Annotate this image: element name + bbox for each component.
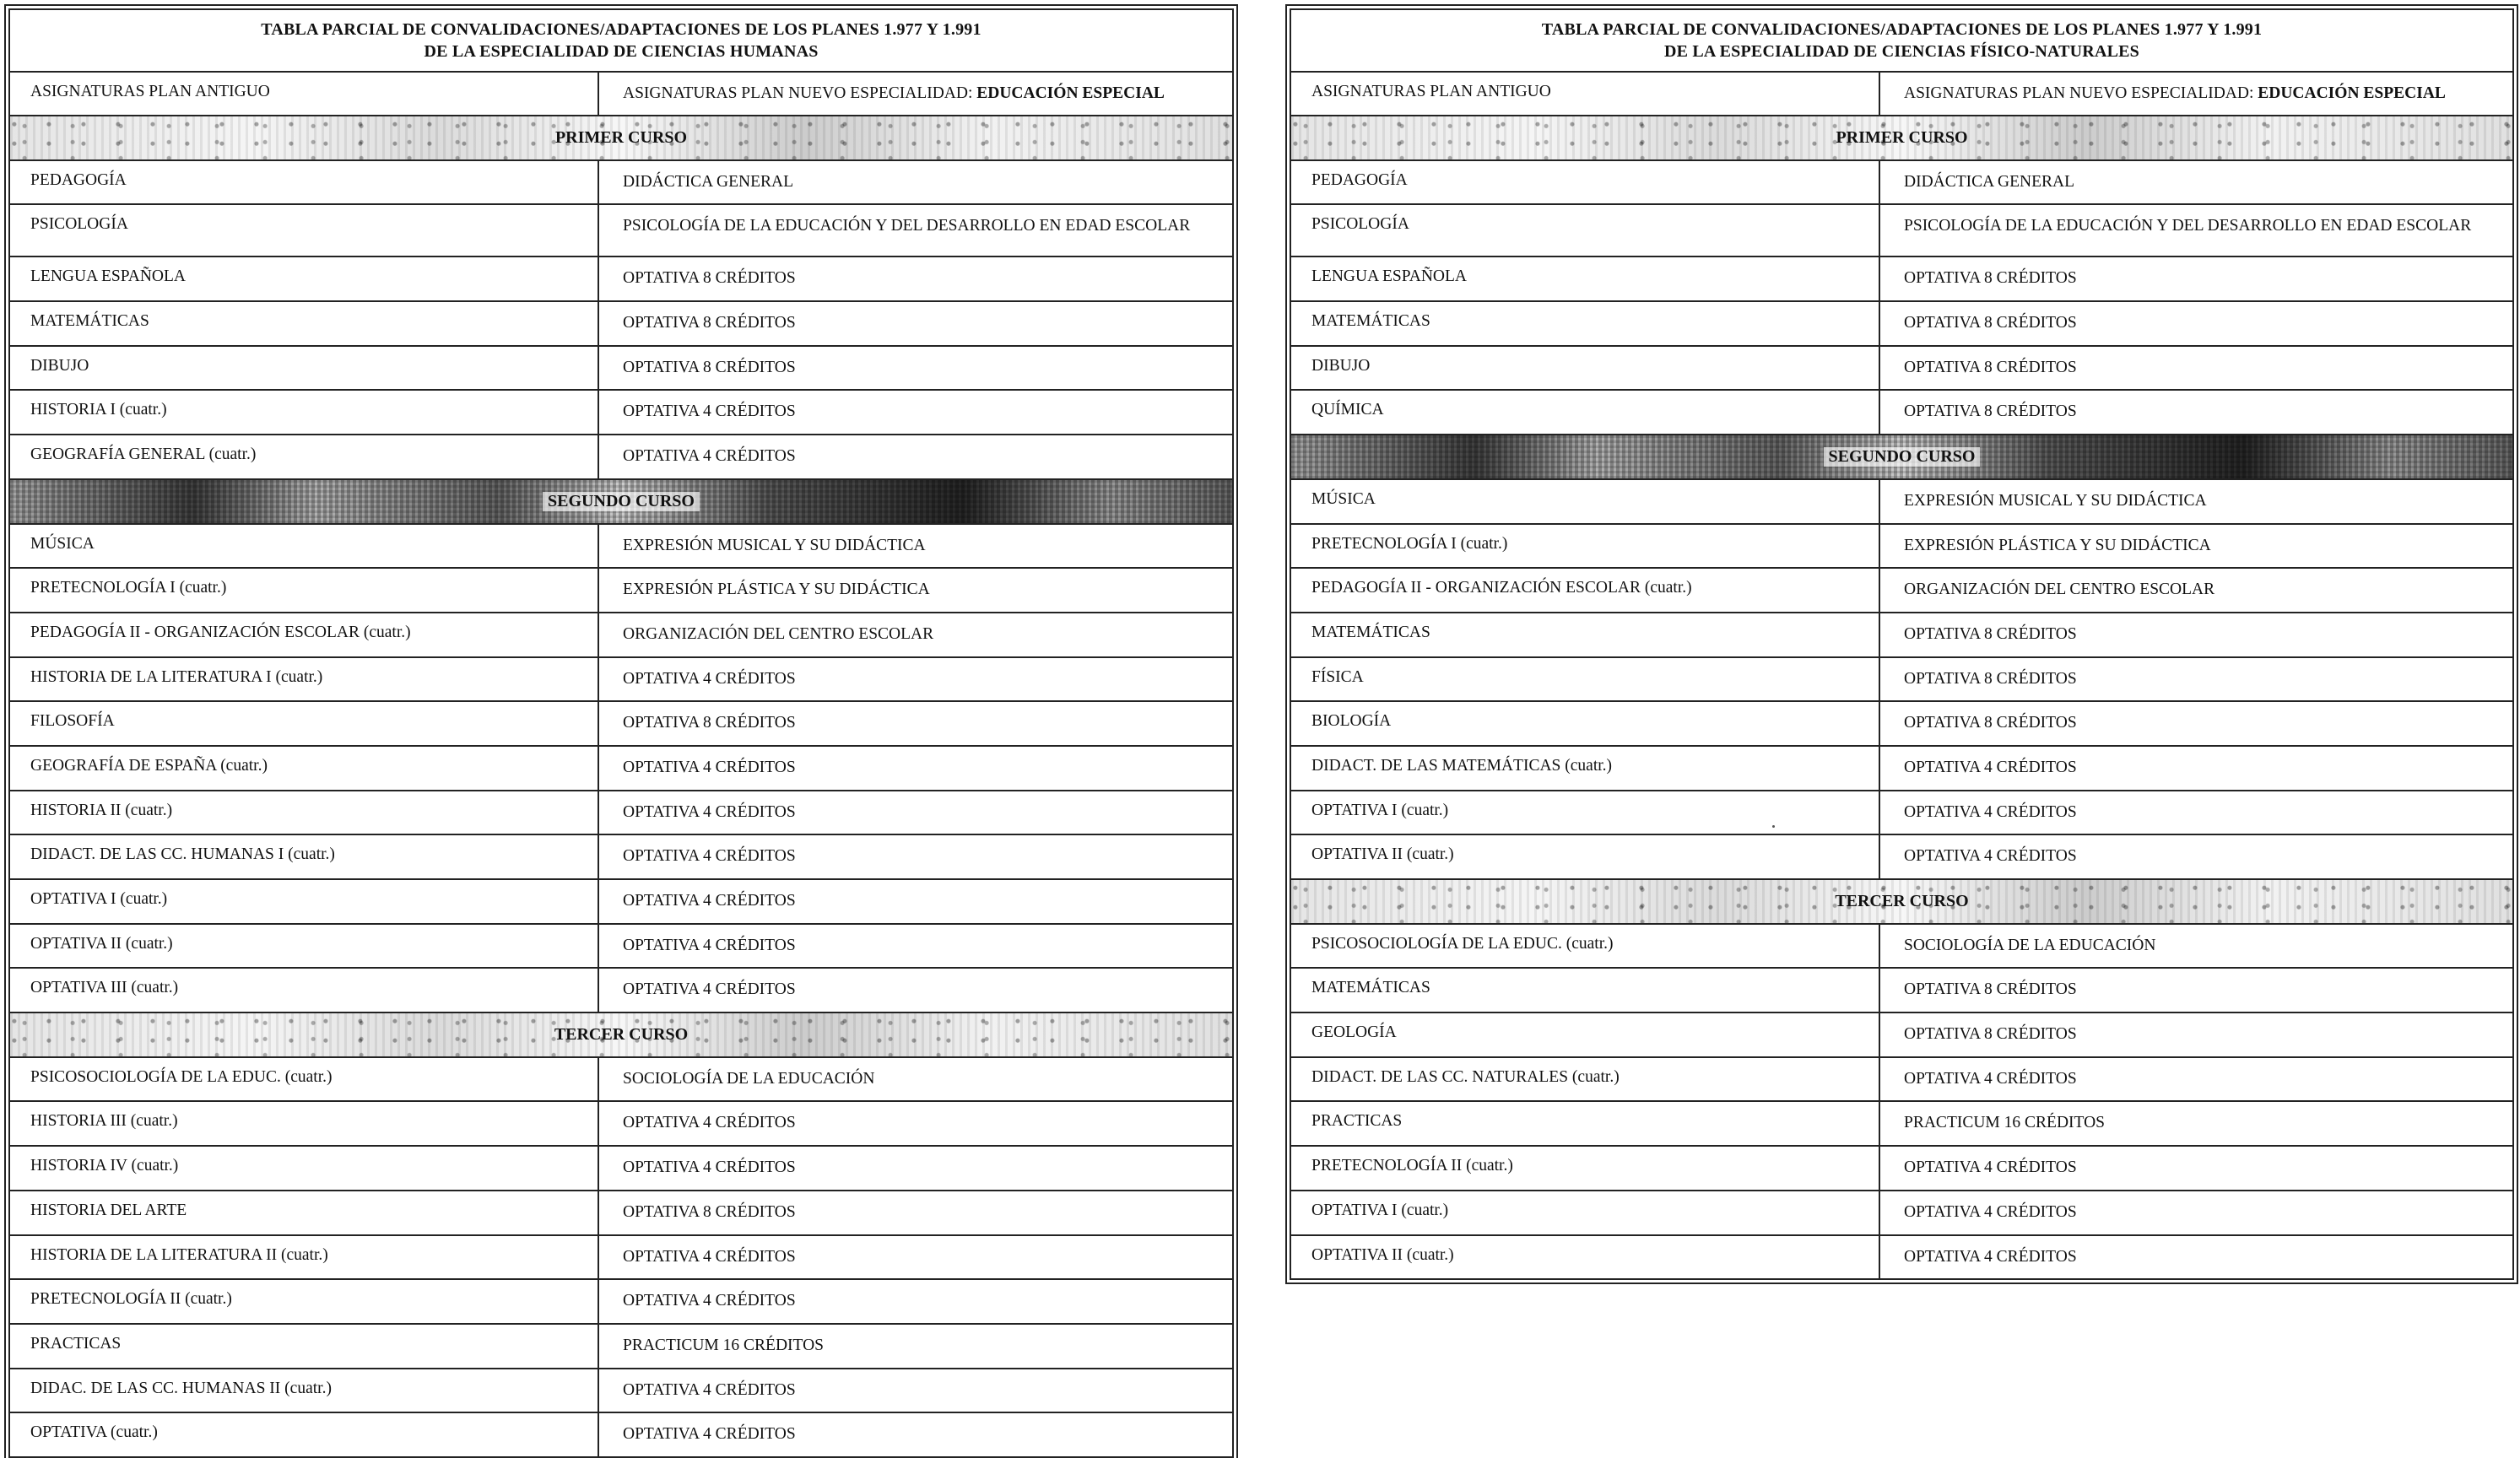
table-row <box>1291 658 2512 703</box>
table-row <box>10 1325 1232 1369</box>
table-row <box>1291 161 2512 206</box>
old-subject-cell: DIBUJO <box>1291 347 1880 390</box>
new-subject-cell: OPTATIVA 4 CRÉDITOS <box>1904 1202 2077 1221</box>
old-subject-cell: PRETECNOLOGÍA I (cuatr.) <box>1291 525 1880 568</box>
old-subject-cell: HISTORIA DEL ARTE <box>10 1191 599 1234</box>
old-subject-cell: HISTORIA IV (cuatr.) <box>10 1147 599 1190</box>
new-subject-cell: OPTATIVA 8 CRÉDITOS <box>1904 358 2077 376</box>
old-subject-cell: MATEMÁTICAS <box>10 302 599 345</box>
table-row <box>1291 702 2512 747</box>
new-subject-cell: ORGANIZACIÓN DEL CENTRO ESCOLAR <box>623 624 934 643</box>
old-subject-cell: DIDACT. DE LAS MATEMÁTICAS (cuatr.) <box>1291 747 1880 790</box>
old-subject-cell: PEDAGOGÍA <box>10 161 599 204</box>
table-ciencias-fisico-naturales <box>1290 8 2514 1280</box>
new-subject-cell: EXPRESIÓN PLÁSTICA Y SU DIDÁCTICA <box>623 580 930 599</box>
table-row <box>1291 791 2512 836</box>
old-subject-cell: FILOSOFÍA <box>10 702 599 745</box>
old-subject-cell: HISTORIA II (cuatr.) <box>10 791 599 834</box>
new-subject-cell: OPTATIVA 8 CRÉDITOS <box>1904 402 2077 421</box>
table-body <box>10 116 1232 1456</box>
table-row <box>1291 613 2512 658</box>
old-subject-cell: LENGUA ESPAÑOLA <box>10 257 599 300</box>
table-row <box>10 969 1232 1013</box>
section-header <box>10 1013 1232 1058</box>
new-subject-cell: OPTATIVA 8 CRÉDITOS <box>1904 1025 2077 1044</box>
old-subject-cell: DIDAC. DE LAS CC. HUMANAS II (cuatr.) <box>10 1369 599 1412</box>
new-subject-cell: DIDÁCTICA GENERAL <box>1904 172 2075 191</box>
header-new-specialty: EDUCACIÓN ESPECIAL <box>2258 84 2446 102</box>
header-new-specialty: EDUCACIÓN ESPECIAL <box>976 84 1165 102</box>
section-header <box>10 480 1232 525</box>
new-subject-cell: PRACTICUM 16 CRÉDITOS <box>623 1336 825 1354</box>
old-subject-cell: PRACTICAS <box>10 1325 599 1368</box>
table-row <box>1291 347 2512 392</box>
table-row <box>10 925 1232 969</box>
new-subject-cell: OPTATIVA 4 CRÉDITOS <box>623 1247 796 1266</box>
new-subject-cell: OPTATIVA 4 CRÉDITOS <box>623 892 796 910</box>
table-title <box>10 10 1232 73</box>
new-subject-cell: OPTATIVA 4 CRÉDITOS <box>623 1114 796 1132</box>
table-row <box>10 205 1232 257</box>
old-subject-cell: PSICOLOGÍA <box>1291 205 1880 256</box>
old-subject-cell: OPTATIVA II (cuatr.) <box>1291 1236 1880 1279</box>
table-row <box>1291 257 2512 302</box>
old-subject-cell: HISTORIA DE LA LITERATURA II (cuatr.) <box>10 1236 599 1279</box>
table-row <box>10 658 1232 703</box>
new-subject-cell: OPTATIVA 8 CRÉDITOS <box>623 714 796 732</box>
table-row <box>1291 1147 2512 1191</box>
new-subject-cell: OPTATIVA 4 CRÉDITOS <box>1904 1247 2077 1266</box>
new-subject-cell: OPTATIVA 4 CRÉDITOS <box>623 1425 796 1444</box>
header-new-plan <box>599 73 1232 115</box>
old-subject-cell: HISTORIA I (cuatr.) <box>10 391 599 434</box>
header-new-plan <box>1880 73 2512 115</box>
title-line-2: DE LA ESPECIALIDAD DE CIENCIAS HUMANAS <box>424 42 819 61</box>
section-title: TERCER CURSO <box>1835 891 1969 910</box>
section-title: PRIMER CURSO <box>554 127 688 147</box>
old-subject-cell: HISTORIA III (cuatr.) <box>10 1102 599 1145</box>
new-subject-cell: OPTATIVA 8 CRÉDITOS <box>1904 669 2077 688</box>
table-row <box>10 1191 1232 1236</box>
section-header <box>1291 116 2512 161</box>
new-subject-cell: OPTATIVA 8 CRÉDITOS <box>1904 314 2077 332</box>
old-subject-cell: PSICOSOCIOLOGÍA DE LA EDUC. (cuatr.) <box>1291 925 1880 968</box>
table-row <box>10 347 1232 392</box>
old-subject-cell: PSICOSOCIOLOGÍA DE LA EDUC. (cuatr.) <box>10 1058 599 1101</box>
old-subject-cell: FÍSICA <box>1291 658 1880 701</box>
new-subject-cell: OPTATIVA 4 CRÉDITOS <box>623 980 796 999</box>
old-subject-cell: OPTATIVA III (cuatr.) <box>10 969 599 1012</box>
new-subject-cell: EXPRESIÓN MUSICAL Y SU DIDÁCTICA <box>1904 491 2207 510</box>
table-row <box>10 161 1232 206</box>
table-row <box>1291 1102 2512 1147</box>
new-subject-cell: PRACTICUM 16 CRÉDITOS <box>1904 1114 2106 1132</box>
old-subject-cell: GEOGRAFÍA GENERAL (cuatr.) <box>10 435 599 478</box>
new-subject-cell: OPTATIVA 4 CRÉDITOS <box>623 1292 796 1310</box>
title-line-1: TABLA PARCIAL DE CONVALIDACIONES/ADAPTACIONES DE LOS PLANES 1.977 Y 1.991 <box>261 20 982 39</box>
new-subject-cell: OPTATIVA 4 CRÉDITOS <box>1904 847 2077 866</box>
title-line-1: TABLA PARCIAL DE CONVALIDACIONES/ADAPTACIONES DE LOS PLANES 1.977 Y 1.991 <box>1541 20 2263 39</box>
new-subject-cell: OPTATIVA 4 CRÉDITOS <box>623 936 796 954</box>
new-subject-cell: EXPRESIÓN PLÁSTICA Y SU DIDÁCTICA <box>1904 536 2211 554</box>
old-subject-cell: GEOLOGÍA <box>1291 1013 1880 1056</box>
old-subject-cell: PEDAGOGÍA II - ORGANIZACIÓN ESCOLAR (cuatr.) <box>1291 569 1880 612</box>
table-row <box>1291 925 2512 969</box>
new-subject-cell: OPTATIVA 4 CRÉDITOS <box>623 1380 796 1399</box>
old-subject-cell: DIBUJO <box>10 347 599 390</box>
table-row <box>1291 1058 2512 1103</box>
table-ciencias-humanas <box>8 8 1234 1458</box>
old-subject-cell: PRETECNOLOGÍA II (cuatr.) <box>1291 1147 1880 1190</box>
table-title <box>1291 10 2512 73</box>
old-subject-cell: MATEMÁTICAS <box>1291 613 1880 656</box>
new-subject-cell: OPTATIVA 4 CRÉDITOS <box>623 847 796 866</box>
new-subject-cell: OPTATIVA 8 CRÉDITOS <box>1904 269 2077 288</box>
old-subject-cell: LENGUA ESPAÑOLA <box>1291 257 1880 300</box>
new-subject-cell: OPTATIVA 4 CRÉDITOS <box>1904 1158 2077 1177</box>
section-title: TERCER CURSO <box>554 1024 689 1044</box>
new-subject-cell: OPTATIVA 8 CRÉDITOS <box>1904 624 2077 643</box>
table-row <box>10 1236 1232 1281</box>
new-subject-cell: PSICOLOGÍA DE LA EDUCACIÓN Y DEL DESARROLLO EN EDAD ESCOLAR <box>623 217 1191 235</box>
new-subject-cell: OPTATIVA 8 CRÉDITOS <box>1904 714 2077 732</box>
section-header <box>1291 880 2512 925</box>
old-subject-cell: PRETECNOLOGÍA II (cuatr.) <box>10 1280 599 1323</box>
section-title: PRIMER CURSO <box>1836 127 1968 147</box>
title-line-2: DE LA ESPECIALIDAD DE CIENCIAS FÍSICO-NATURALES <box>1663 42 2140 61</box>
table-row <box>10 702 1232 747</box>
new-subject-cell: EXPRESIÓN MUSICAL Y SU DIDÁCTICA <box>623 536 926 554</box>
new-subject-cell: DIDÁCTICA GENERAL <box>623 172 794 191</box>
table-row <box>10 569 1232 613</box>
table-row <box>10 880 1232 925</box>
column-header-row <box>1291 73 2512 116</box>
table-row <box>1291 525 2512 570</box>
new-subject-cell: ORGANIZACIÓN DEL CENTRO ESCOLAR <box>1904 580 2215 599</box>
old-subject-cell: OPTATIVA (cuatr.) <box>10 1413 599 1456</box>
header-new-prefix: ASIGNATURAS PLAN NUEVO ESPECIALIDAD: <box>1904 84 2258 102</box>
table-row <box>10 1280 1232 1325</box>
table-row <box>1291 1236 2512 1279</box>
table-row <box>1291 1013 2512 1058</box>
section-title: SEGUNDO CURSO <box>543 492 700 511</box>
section-header <box>10 116 1232 161</box>
old-subject-cell: MATEMÁTICAS <box>1291 969 1880 1012</box>
table-row <box>10 525 1232 570</box>
new-subject-cell: OPTATIVA 8 CRÉDITOS <box>623 358 796 376</box>
old-subject-cell: PSICOLOGÍA <box>10 205 599 256</box>
old-subject-cell: MATEMÁTICAS <box>1291 302 1880 345</box>
table-row <box>10 1102 1232 1147</box>
new-subject-cell: OPTATIVA 8 CRÉDITOS <box>623 1202 796 1221</box>
table-row <box>1291 1191 2512 1236</box>
table-row <box>1291 391 2512 435</box>
new-subject-cell: OPTATIVA 4 CRÉDITOS <box>623 669 796 688</box>
table-row <box>1291 969 2512 1013</box>
old-subject-cell: PEDAGOGÍA <box>1291 161 1880 204</box>
table-row <box>10 835 1232 880</box>
new-subject-cell: SOCIOLOGÍA DE LA EDUCACIÓN <box>1904 936 2156 954</box>
old-subject-cell: PRETECNOLOGÍA I (cuatr.) <box>10 569 599 612</box>
new-subject-cell: OPTATIVA 4 CRÉDITOS <box>623 447 796 466</box>
table-row <box>1291 747 2512 791</box>
table-row <box>1291 835 2512 880</box>
table-body <box>1291 116 2512 1278</box>
new-subject-cell: OPTATIVA 4 CRÉDITOS <box>623 402 796 421</box>
table-row <box>1291 480 2512 525</box>
table-row <box>10 435 1232 480</box>
old-subject-cell: OPTATIVA II (cuatr.) <box>1291 835 1880 878</box>
column-header-row <box>10 73 1232 116</box>
new-subject-cell: OPTATIVA 8 CRÉDITOS <box>1904 980 2077 999</box>
table-row <box>10 302 1232 347</box>
new-subject-cell: OPTATIVA 4 CRÉDITOS <box>623 758 796 776</box>
new-subject-cell: OPTATIVA 4 CRÉDITOS <box>623 802 796 821</box>
new-subject-cell: OPTATIVA 8 CRÉDITOS <box>623 269 796 288</box>
old-subject-cell: BIOLOGÍA <box>1291 702 1880 745</box>
table-row <box>10 391 1232 435</box>
old-subject-cell: DIDACT. DE LAS CC. NATURALES (cuatr.) <box>1291 1058 1880 1101</box>
table-row <box>10 257 1232 302</box>
scan-speck <box>1772 825 1775 828</box>
new-subject-cell: OPTATIVA 4 CRÉDITOS <box>1904 1069 2077 1088</box>
table-row <box>10 1058 1232 1103</box>
header-old-plan: ASIGNATURAS PLAN ANTIGUO <box>1291 73 1880 115</box>
old-subject-cell: MÚSICA <box>10 525 599 568</box>
new-subject-cell: OPTATIVA 4 CRÉDITOS <box>1904 802 2077 821</box>
section-header <box>1291 435 2512 480</box>
table-row <box>10 1369 1232 1414</box>
table-row <box>1291 569 2512 613</box>
old-subject-cell: OPTATIVA I (cuatr.) <box>1291 791 1880 834</box>
new-subject-cell: PSICOLOGÍA DE LA EDUCACIÓN Y DEL DESARROLLO EN EDAD ESCOLAR <box>1904 217 2472 235</box>
old-subject-cell: HISTORIA DE LA LITERATURA I (cuatr.) <box>10 658 599 701</box>
new-subject-cell: OPTATIVA 4 CRÉDITOS <box>623 1158 796 1177</box>
header-new-prefix: ASIGNATURAS PLAN NUEVO ESPECIALIDAD: <box>623 84 977 102</box>
new-subject-cell: SOCIOLOGÍA DE LA EDUCACIÓN <box>623 1069 875 1088</box>
old-subject-cell: QUÍMICA <box>1291 391 1880 434</box>
old-subject-cell: PEDAGOGÍA II - ORGANIZACIÓN ESCOLAR (cuatr.) <box>10 613 599 656</box>
table-row <box>10 791 1232 836</box>
table-row <box>10 613 1232 658</box>
new-subject-cell: OPTATIVA 8 CRÉDITOS <box>623 314 796 332</box>
old-subject-cell: DIDACT. DE LAS CC. HUMANAS I (cuatr.) <box>10 835 599 878</box>
table-row <box>1291 205 2512 257</box>
old-subject-cell: OPTATIVA II (cuatr.) <box>10 925 599 968</box>
old-subject-cell: GEOGRAFÍA DE ESPAÑA (cuatr.) <box>10 747 599 790</box>
old-subject-cell: MÚSICA <box>1291 480 1880 523</box>
table-row <box>10 1147 1232 1191</box>
old-subject-cell: PRACTICAS <box>1291 1102 1880 1145</box>
section-title: SEGUNDO CURSO <box>1824 447 1981 467</box>
table-row <box>1291 302 2512 347</box>
header-old-plan: ASIGNATURAS PLAN ANTIGUO <box>10 73 599 115</box>
new-subject-cell: OPTATIVA 4 CRÉDITOS <box>1904 758 2077 776</box>
old-subject-cell: OPTATIVA I (cuatr.) <box>10 880 599 923</box>
old-subject-cell: OPTATIVA I (cuatr.) <box>1291 1191 1880 1234</box>
table-row <box>10 747 1232 791</box>
